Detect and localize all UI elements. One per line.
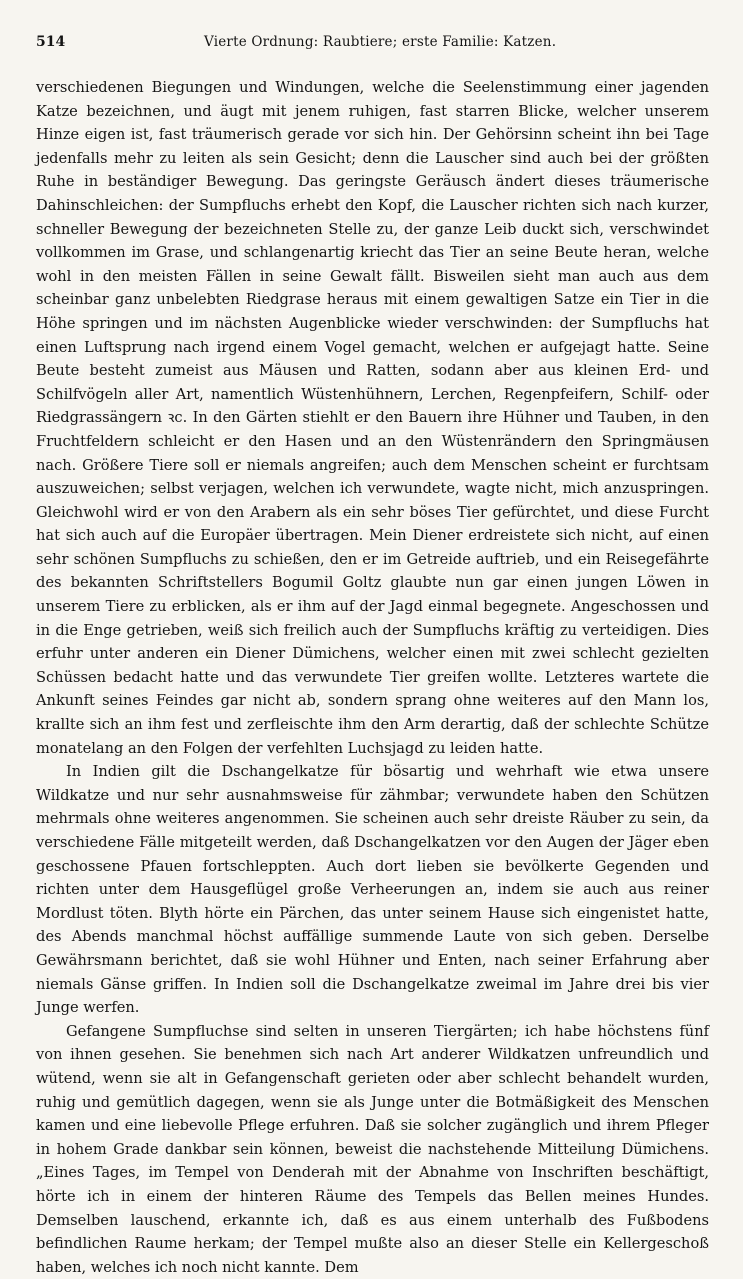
paragraph-1: verschiedenen Biegungen und Windungen, welche die Seelenstimmung einer jagenden Katze bezeichnen, und äugt mit jenem ruhigen, fast starren Blicke, welcher unserem Hinze eigen ist, fast träumerisch gerade vor sich hin. Der Gehörsinn scheint ihn bei Tage jedenfalls mehr zu leiten als sein Gesicht; denn die Lauscher sind auch bei der größten Ruhe in beständiger Bewegung. Das geringste Geräusch ändert dieses träumerische Dahinschleichen: der Sumpfluchs erhebt den Kopf, die Lauscher richten sich nach kurzer, schneller Bewegung der bezeichneten Stelle zu, der ganze Leib duckt sich, verschwindet vollkommen im Grase, und schlangenartig kriecht das Tier an seine Beute heran, welche wohl in den meisten Fällen in seine Gewalt fällt. Bisweilen sieht man auch aus dem scheinbar ganz unbelebten Riedgrase heraus mit einem gewaltigen Satze ein Tier in die Höhe springen und im nächsten Augenblicke wieder verschwinden: der Sumpfluchs hat einen Luftsprung nach irgend einem Vogel gemacht, welchen er aufgejagt hatte. Seine Beute besteht zumeist aus Mäusen und Ratten, sodann aber aus kleinen Erd- und Schilfvögeln aller Art, namentlich Wüstenhühnern, Lerchen, Regenpfeifern, Schilf- oder Riedgrassängern ꝛc. In den Gärten stiehlt er den Bauern ihre Hühner und Tauben, in den Fruchtfeldern schleicht er den Hasen und an den Wüstenrändern den Springmäusen nach. Größere Tiere soll er niemals angreifen; auch dem Menschen scheint er furchtsam auszuweichen; selbst verjagen, welchen ich verwundete, wagte nicht, mich anzuspringen. Gleichwohl wird er von den Arabern als ein sehr böses Tier gefürchtet, und diese Furcht hat sich auch auf die Europäer übertragen. Mein Diener erdreistete sich nicht, auf einen sehr schönen Sumpfluchs zu schießen, den er im Getreide auftrieb, und ein Reisegefährte des bekannten Schriftstellers Bogumil Goltz glaubte nun gar einen jungen Löwen in unserem Tiere zu erblicken, als er ihm auf der Jagd einmal begegnete. Angeschossen und in die Enge getrieben, weiß sich freilich auch der Sumpfluchs kräftig zu verteidigen. Dies erfuhr unter anderen ein Diener Dümichens, welcher einen mit zwei schlecht gezielten Schüssen bedacht hatte und das verwundete Tier greifen wollte. Letzteres wartete die Ankunft seines Feindes gar nicht ab, sondern sprang ohne weiteres auf den Mann los, krallte sich an ihm fest und zerfleischte ihm den Arm derartig, daß der schlechte Schütze monatelang an den Folgen der verfehlten Luchsjagd zu leiden hatte. <box>36 79 709 757</box>
paragraph-2: In Indien gilt die Dschangelkatze für bösartig und wehrhaft wie etwa unsere Wildkatze und nur sehr ausnahmsweise für zähmbar; verwundete haben den Schützen mehrmals ohne weiteres angenommen. Sie scheinen auch sehr dreiste Räuber zu sein, da verschiedene Fälle mitgeteilt werden, daß Dschangelkatzen vor den Augen der Jäger eben geschossene Pfauen fortschleppten. Auch dort lieben sie bevölkerte Gegenden und richten unter dem Hausgeflügel große Verheerungen an, indem sie auch aus reiner Mordlust töten. Blyth hörte ein Pärchen, das unter seinem Hause sich eingenistet hatte, des Abends manchmal höchst auffällige summende Laute von sich geben. Derselbe Gewährsmann berichtet, daß sie wohl Hühner und Enten, nach seiner Erfahrung aber niemals Gänse griffen. In Indien soll die Dschangelkatze zweimal im Jahre drei bis vier Junge werfen. <box>36 763 709 1017</box>
running-head <box>36 34 709 60</box>
body-text <box>36 76 709 1279</box>
running-title: Vierte Ordnung: Raubtiere; erste Familie: Katzen. <box>204 34 557 50</box>
paragraph-3: Gefangene Sumpfluchse sind selten in unseren Tiergärten; ich habe höchstens fünf von ihnen gesehen. Sie benehmen sich nach Art anderer Wildkatzen unfreundlich und wütend, wenn sie alt in Gefangenschaft gerieten oder aber schlecht behandelt wurden, ruhig und gemütlich dagegen, wenn sie als Junge unter die Botmäßigkeit des Menschen kamen und eine liebevolle Pflege erfuhren. Daß sie solcher zugänglich und ihrem Pfleger in hohem Grade dankbar sein können, beweist die nachstehende Mitteilung Dümichens. „Eines Tages, im Tempel von Denderah mit der Abnahme von Inschriften beschäftigt, hörte ich in einem der hinteren Räume des Tempels das Bellen meines Hundes. Demselben lauschend, erkannte ich, daß es aus einem unterhalb des Fußbodens befindlichen Raume herkam; der Tempel mußte also an dieser Stelle ein Kellergeschoß haben, welches ich noch nicht kannte. Dem <box>36 1022 709 1276</box>
page-number: 514 <box>36 34 66 50</box>
